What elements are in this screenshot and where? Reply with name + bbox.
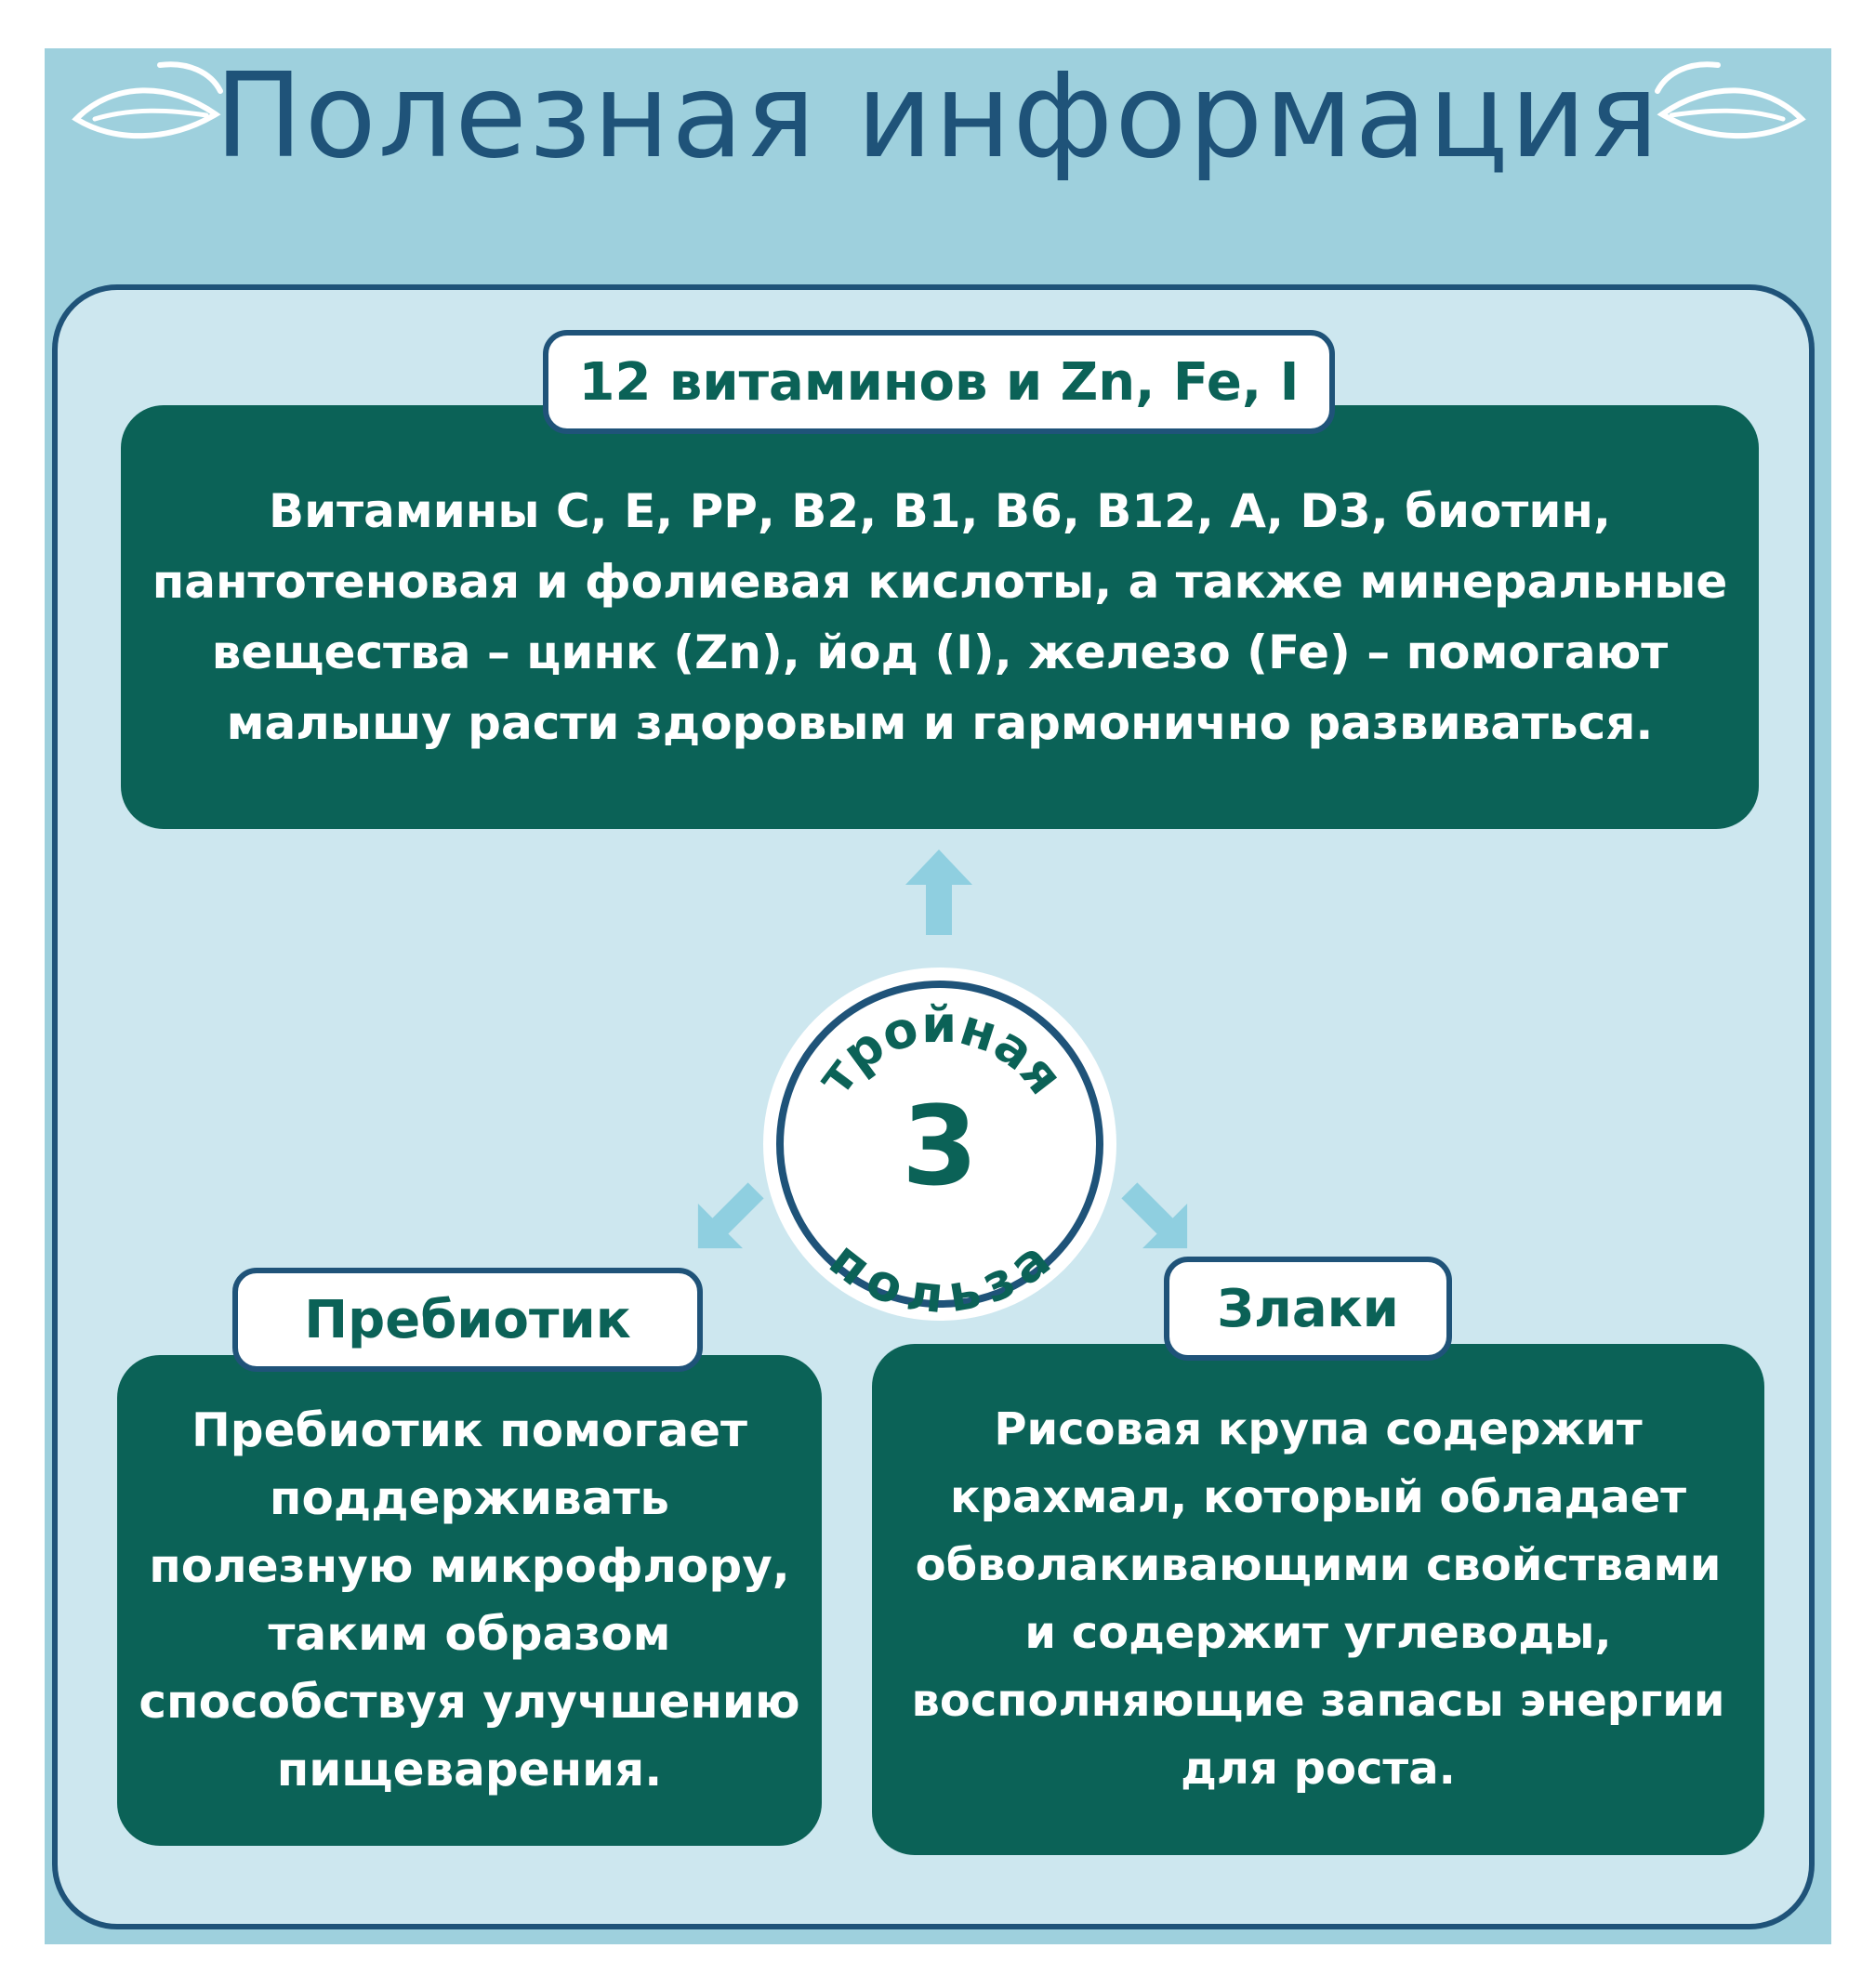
prebiotic-box: Пребиотик помогает поддерживать полезную микрофлору, таким образом способствуя улучшению пищеварения. [117, 1355, 822, 1846]
vitamins-tag: 12 витаминов и Zn, Fe, I [543, 330, 1335, 434]
arrow-down-right-icon [1112, 1173, 1205, 1266]
badge-bottom-text: польза [818, 1230, 1062, 1325]
page-title: Полезная информация [214, 47, 1661, 184]
badge-number: 3 [901, 1082, 979, 1210]
arrow-up-icon [902, 846, 976, 939]
cereals-box: Рисовая крупа содержит крахмал, который обладает обволакивающими свойствами и содержит углеводы, восполняющие запасы энергии для роста. [872, 1344, 1764, 1855]
prebiotic-tag: Пребиотик [232, 1268, 703, 1372]
badge-top-text: тройная [804, 994, 1076, 1106]
triple-benefit-badge [759, 963, 1121, 1325]
vitamins-box: Витамины С, Е, РР, В2, В1, В6, В12, А, D3, биотин, пантотеновая и фолиевая кислоты, а также минеральные вещества – цинк (Zn), йод (I), железо (Fe) – помогают малышу расти здоровым и гармонично развиваться. [121, 405, 1759, 829]
cereals-tag: Злаки [1164, 1257, 1452, 1361]
